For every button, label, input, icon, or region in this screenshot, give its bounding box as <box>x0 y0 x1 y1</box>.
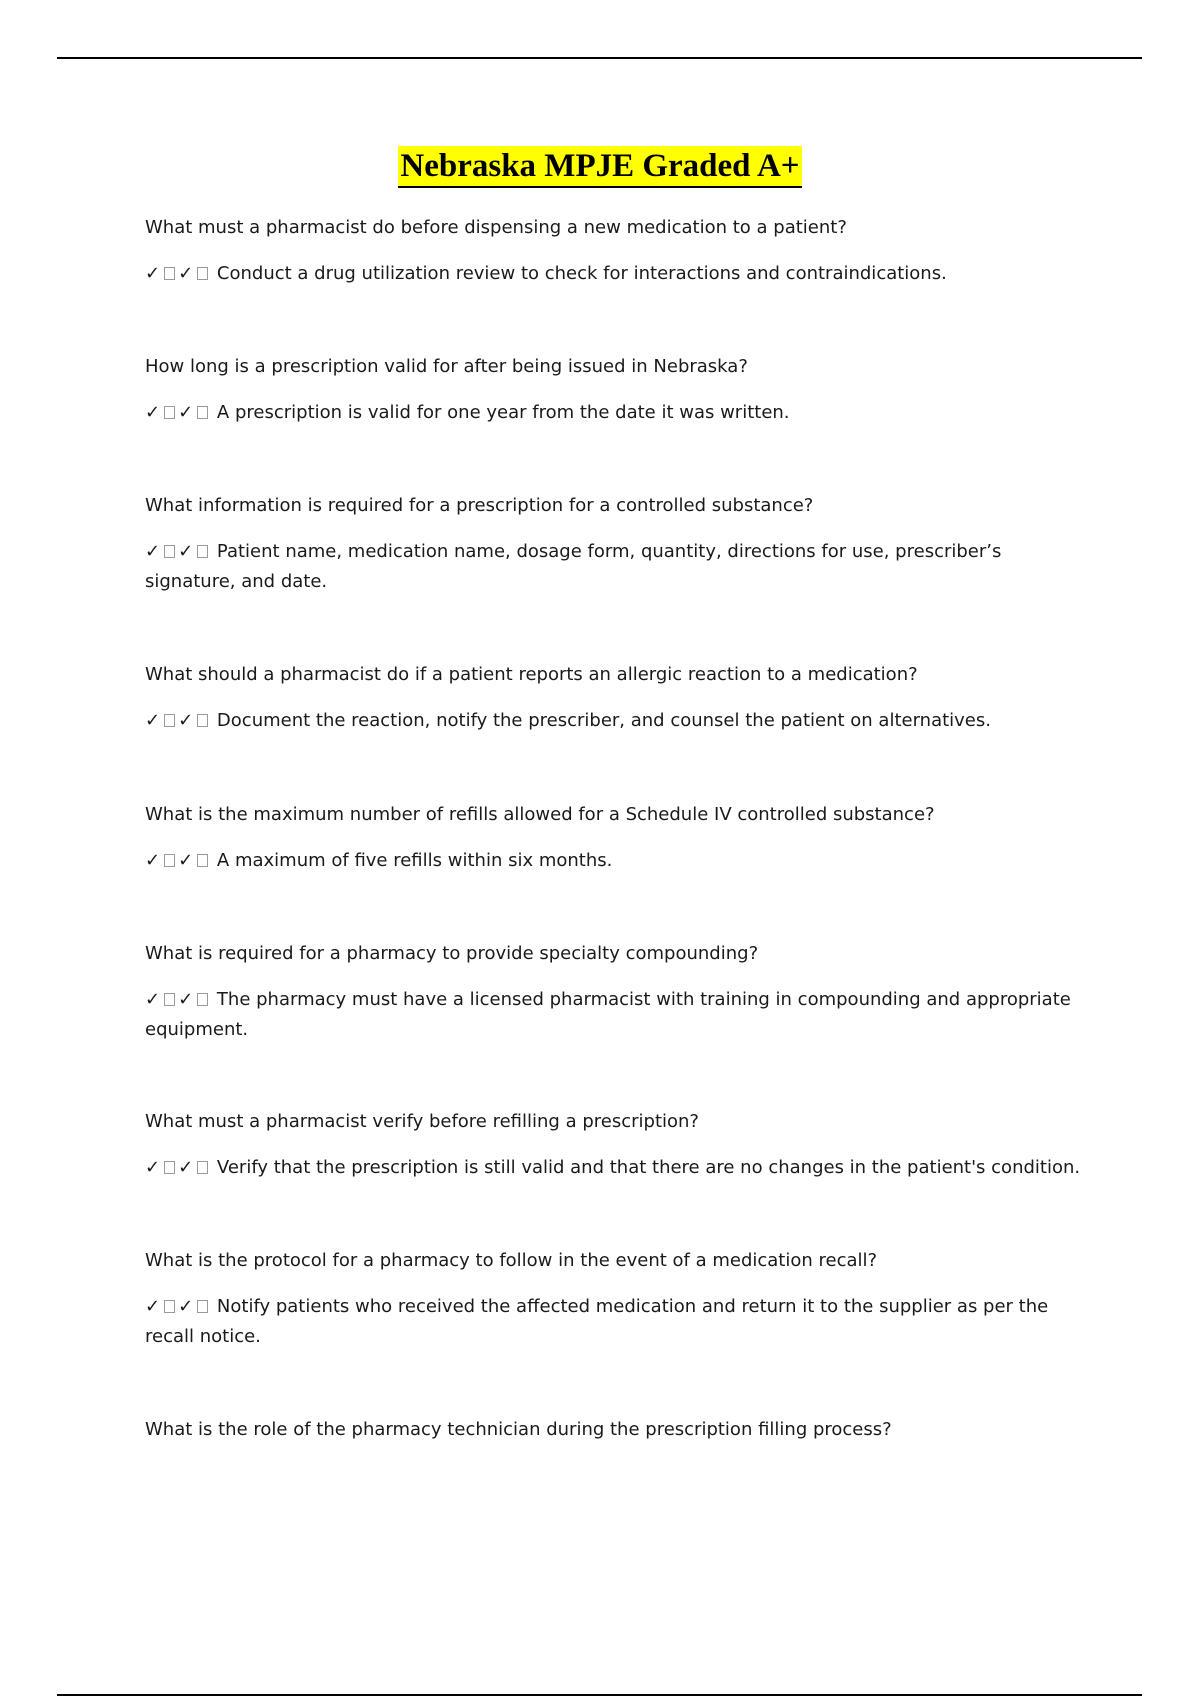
check-icon: ✓ <box>178 989 194 1010</box>
answer-row <box>145 985 1085 1045</box>
answer-text: The pharmacy must have a licensed pharmacist with training in compounding and appropriate equipment. <box>145 989 1071 1040</box>
check-icon: ✓ <box>145 989 161 1010</box>
answer-text: Document the reaction, notify the prescriber, and counsel the patient on alternatives. <box>216 710 991 731</box>
check-icon: ✓ <box>178 263 194 284</box>
answer-row <box>145 706 1085 736</box>
question-text: What must a pharmacist do before dispensing a new medication to a patient? <box>145 217 847 238</box>
check-icon: ✓ <box>145 710 161 731</box>
check-icon: ✓ <box>178 1296 194 1317</box>
answer-row <box>145 1153 1085 1183</box>
check-icon: ✓ <box>145 263 161 284</box>
box-icon <box>197 406 208 419</box>
answer-text: Conduct a drug utilization review to check for interactions and contraindications. <box>216 263 947 284</box>
box-icon <box>164 714 175 727</box>
qa-item <box>145 800 1085 876</box>
box-icon <box>164 267 175 280</box>
box-icon <box>164 854 175 867</box>
box-icon <box>164 1161 175 1174</box>
box-icon <box>197 1161 208 1174</box>
qa-item <box>145 1415 1085 1445</box>
check-icon: ✓ <box>178 1157 194 1178</box>
check-icon: ✓ <box>178 850 194 871</box>
question-text: How long is a prescription valid for after being issued in Nebraska? <box>145 356 748 377</box>
question-text: What is the maximum number of refills allowed for a Schedule IV controlled substance? <box>145 804 935 825</box>
check-icon: ✓ <box>145 402 161 423</box>
box-icon <box>164 1300 175 1313</box>
answer-text: A maximum of five refills within six months. <box>216 850 613 871</box>
question-text: What should a pharmacist do if a patient reports an allergic reaction to a medication? <box>145 664 918 685</box>
box-icon <box>197 267 208 280</box>
box-icon <box>197 714 208 727</box>
top-rule <box>57 57 1142 59</box>
question-text: What must a pharmacist verify before refilling a prescription? <box>145 1111 699 1132</box>
document-title: Nebraska MPJE Graded A+ <box>398 146 801 188</box>
check-icon: ✓ <box>145 850 161 871</box>
answer-text: A prescription is valid for one year from the date it was written. <box>216 402 790 423</box>
check-icon: ✓ <box>145 1296 161 1317</box>
question-text: What is required for a pharmacy to provide specialty compounding? <box>145 943 759 964</box>
check-icon: ✓ <box>145 541 161 562</box>
box-icon <box>197 1300 208 1313</box>
qa-item <box>145 660 1085 736</box>
answer-text: Patient name, medication name, dosage form, quantity, directions for use, prescriber’s signature, and date. <box>145 541 1002 592</box>
check-icon: ✓ <box>178 710 194 731</box>
answer-row <box>145 398 1085 428</box>
box-icon <box>197 545 208 558</box>
box-icon <box>197 854 208 867</box>
qa-item <box>145 213 1085 289</box>
box-icon <box>197 993 208 1006</box>
answer-row <box>145 537 1085 597</box>
question-text: What is the role of the pharmacy technician during the prescription filling process? <box>145 1419 892 1440</box>
qa-item <box>145 939 1085 1045</box>
answer-text: Notify patients who received the affected medication and return it to the supplier as per the recall notice. <box>145 1296 1049 1347</box>
question-text: What information is required for a prescription for a controlled substance? <box>145 495 814 516</box>
check-icon: ✓ <box>145 1157 161 1178</box>
box-icon <box>164 993 175 1006</box>
answer-row <box>145 1292 1085 1352</box>
check-icon: ✓ <box>178 541 194 562</box>
box-icon <box>164 545 175 558</box>
check-icon: ✓ <box>178 402 194 423</box>
title-block <box>0 146 1200 188</box>
box-icon <box>164 406 175 419</box>
answer-row <box>145 846 1085 876</box>
answer-text: Verify that the prescription is still valid and that there are no changes in the patient's condition. <box>216 1157 1081 1178</box>
question-text: What is the protocol for a pharmacy to follow in the event of a medication recall? <box>145 1250 878 1271</box>
qa-item <box>145 352 1085 428</box>
qa-item <box>145 491 1085 597</box>
bottom-rule <box>57 1694 1142 1696</box>
answer-row <box>145 259 1085 289</box>
qa-item <box>145 1246 1085 1352</box>
qa-item <box>145 1107 1085 1183</box>
